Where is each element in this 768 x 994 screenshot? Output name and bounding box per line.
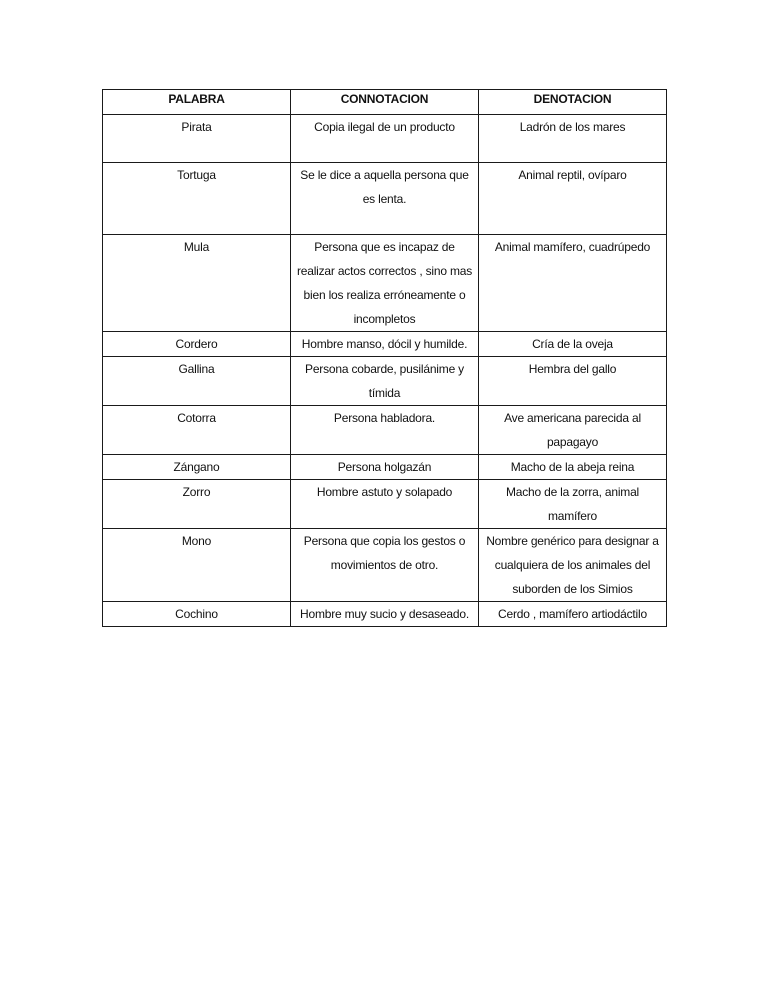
cell-palabra: Mono [103, 529, 291, 602]
cell-connotacion: Persona holgazán [291, 455, 479, 480]
cell-connotacion: Hombre manso, dócil y humilde. [291, 332, 479, 357]
header-denotacion: DENOTACION [479, 90, 667, 115]
cell-palabra: Mula [103, 235, 291, 332]
table-row [103, 235, 667, 332]
header-connotacion: CONNOTACION [291, 90, 479, 115]
cell-palabra: Pirata [103, 115, 291, 163]
cell-connotacion: Persona que copia los gestos o movimientos de otro. [291, 529, 479, 602]
cell-palabra: Cochino [103, 602, 291, 627]
table-row [103, 332, 667, 357]
cell-denotacion: Hembra del gallo [479, 357, 667, 406]
cell-connotacion: Copia ilegal de un producto [291, 115, 479, 163]
cell-palabra: Zángano [103, 455, 291, 480]
table-row [103, 406, 667, 455]
cell-connotacion: Hombre muy sucio y desaseado. [291, 602, 479, 627]
table-row [103, 357, 667, 406]
cell-connotacion: Se le dice a aquella persona que es lenta. [291, 163, 479, 235]
cell-denotacion: Animal mamífero, cuadrúpedo [479, 235, 667, 332]
cell-connotacion: Persona habladora. [291, 406, 479, 455]
table-row [103, 602, 667, 627]
cell-denotacion: Ave americana parecida al papagayo [479, 406, 667, 455]
cell-palabra: Tortuga [103, 163, 291, 235]
connotation-denotation-table [102, 89, 667, 627]
cell-denotacion: Cría de la oveja [479, 332, 667, 357]
cell-connotacion: Persona que es incapaz de realizar actos correctos , sino mas bien los realiza erróneamente o incompletos [291, 235, 479, 332]
cell-denotacion: Ladrón de los mares [479, 115, 667, 163]
table-row [103, 163, 667, 235]
cell-palabra: Cordero [103, 332, 291, 357]
cell-denotacion: Nombre genérico para designar a cualquiera de los animales del suborden de los Simios [479, 529, 667, 602]
table-row [103, 115, 667, 163]
cell-palabra: Gallina [103, 357, 291, 406]
table-row [103, 455, 667, 480]
cell-denotacion: Animal reptil, ovíparo [479, 163, 667, 235]
header-palabra: PALABRA [103, 90, 291, 115]
cell-palabra: Zorro [103, 480, 291, 529]
cell-palabra: Cotorra [103, 406, 291, 455]
cell-connotacion: Hombre astuto y solapado [291, 480, 479, 529]
cell-denotacion: Macho de la abeja reina [479, 455, 667, 480]
table-row [103, 529, 667, 602]
cell-connotacion: Persona cobarde, pusilánime y tímida [291, 357, 479, 406]
cell-denotacion: Cerdo , mamífero artiodáctilo [479, 602, 667, 627]
cell-denotacion: Macho de la zorra, animal mamífero [479, 480, 667, 529]
table-header-row [103, 90, 667, 115]
table-row [103, 480, 667, 529]
